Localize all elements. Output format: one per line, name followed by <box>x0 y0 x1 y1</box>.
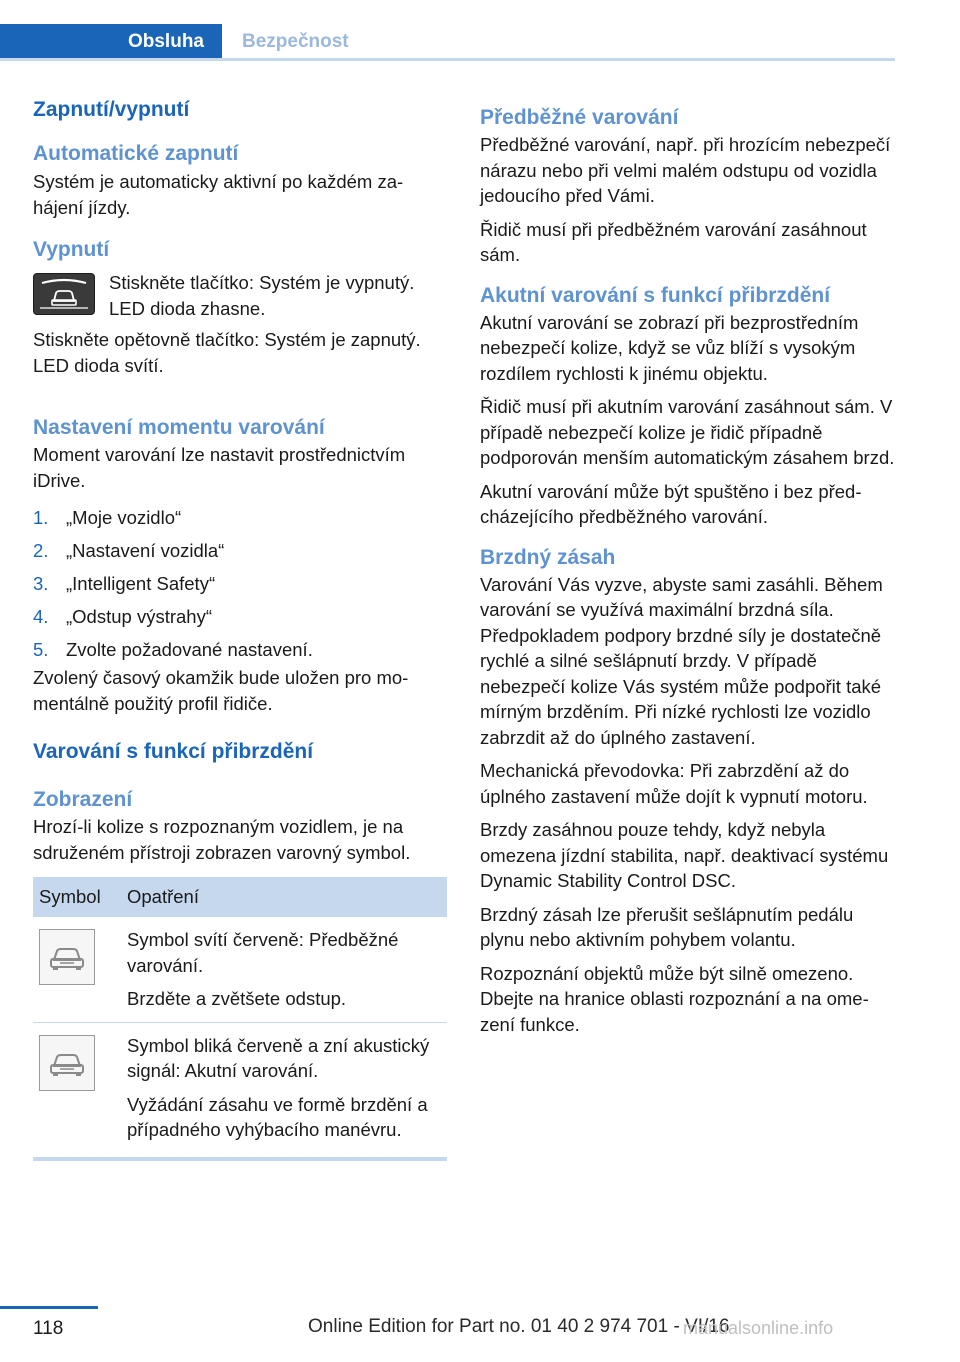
text-off-again: Stiskněte opětovně tlačítko: Systém je zapnutý. LED dioda svítí. <box>33 329 421 376</box>
heading-on-off: Zapnutí/vypnutí <box>33 98 190 121</box>
text-saved-profile: Zvolený časový okamžik bude uložen pro momentálně použitý profil řidiče. <box>33 667 409 714</box>
row1-action: Brzděte a zvětšete odstup. <box>127 988 347 1009</box>
section-tabs <box>0 24 895 60</box>
heading-pre-warning: Předběžné varování <box>480 106 679 129</box>
heading-off: Vypnutí <box>33 238 110 261</box>
car-warning-icon <box>39 1035 95 1091</box>
column-header-action: Opatření <box>121 877 447 917</box>
tab-obsluha[interactable]: Obsluha <box>0 24 222 58</box>
list-item: 5. Zvolte požadované nastavení. <box>33 639 313 660</box>
text-acute-1: Akutní varování se zobrazí při bezprostředním nebezpečí kolize, když se vůz blíží s vysokým rozdílem rychlosti k jinému objektu. <box>480 311 859 384</box>
text-brake-2: Mechanická převodovka: Při zabrzdění až do úplného zastavení může dojít k vypnutí motoru. <box>480 760 868 807</box>
list-item: 2. „Nastavení vozidla“ <box>33 540 225 561</box>
table-row <box>33 917 447 1022</box>
heading-brake-warning: Varování s funkcí přibrzdění <box>33 740 314 763</box>
heading-warning-time: Nastavení momentu varování <box>33 416 325 439</box>
list-item: 4. „Odstup výstrahy“ <box>33 606 212 627</box>
text-brake-1: Varování Vás vyzve, abyste sami zasáhli. Během varování se využívá maximální brzdná síla. Předpokladem podpory brzdné síly je dostatečně rychlé a silné sešlápnutí brzdy. V případě nebezpečí kolize Vás systém může podpořit také mírným brzděním. Při nízké rychlosti lze vozidlo zabrzdit až do úplného zastavení. <box>480 573 883 748</box>
text-acute-2: Řidič musí při akutním varování zasáhnout sám. V případě nebezpečí kolize je řidič případně podporován menším automatickým zásahem brzd. <box>480 396 895 468</box>
text-pre-warning-2: Řidič musí při předběžném varování zasáhnout sám. <box>480 218 867 265</box>
text-auto-on: Systém je automaticky aktivní po každém zahájení jízdy. <box>33 171 404 218</box>
list-item: 3. „Intelligent Safety“ <box>33 573 216 594</box>
symbol-table <box>33 877 447 1161</box>
heading-auto-on: Automatické zapnutí <box>33 142 239 165</box>
row2-text: Symbol bliká červeně a zní akustický signál: Akutní varování. <box>127 1034 430 1081</box>
tab-underline <box>0 58 895 61</box>
text-warning-time: Moment varování lze nastavit prostřednictvím iDrive. <box>33 444 406 491</box>
text-acute-3: Akutní varování může být spuštěno i bez předcházejícího předběžného varování. <box>480 480 862 527</box>
column-header-symbol: Symbol <box>33 877 121 917</box>
watermark: manualsonline.info <box>683 1318 834 1338</box>
text-pre-warning-1: Předběžné varování, např. při hrozícím nebezpečí nárazu nebo při velmi malém odstupu od vozidla jedoucího před Vámi. <box>480 134 891 206</box>
list-item: 1. „Moje vozidlo“ <box>33 507 182 528</box>
heading-brake-intervention: Brzdný zásah <box>480 545 616 569</box>
row1-text: Symbol svítí červeně: Předběžné varování. <box>127 929 399 976</box>
text-display: Hrozí-li kolize s rozpoznaným vozidlem, je na sdruženém přístroji zobrazen varovný symbol. <box>33 816 411 863</box>
text-brake-3: Brzdy zasáhnou pouze tehdy, když nebyla omezena jízdní stabilita, např. deaktivací systému Dynamic Stability Control DSC. <box>480 819 889 891</box>
text-off-press: Stiskněte tlačítko: Systém je vypnutý. LED dioda zhasne. <box>109 272 415 319</box>
table-row <box>33 1022 447 1159</box>
text-brake-4: Brzdný zásah lze přerušit sešlápnutím pedálu plynu nebo aktivním pohybem volantu. <box>480 903 854 950</box>
car-warning-icon <box>39 929 95 985</box>
heading-acute-warning: Akutní varování s funkcí přibrzdění <box>480 283 831 307</box>
row2-action: Vyžádání zásahu ve formě brzdění a případného vyhýbacího manévru. <box>127 1093 428 1140</box>
left-column <box>33 96 447 1161</box>
idrive-steps <box>33 505 447 665</box>
text-brake-5: Rozpoznání objektů může být silně omezeno. Dbejte na hranice oblasti rozpoznání a na omezení funkce. <box>480 962 869 1035</box>
collision-warning-button-icon <box>33 273 95 315</box>
tab-bezpecnost[interactable]: Bezpečnost <box>242 31 349 52</box>
page-number: 118 <box>33 1318 64 1339</box>
footer-rule <box>0 1306 98 1309</box>
off-instruction <box>33 270 447 321</box>
right-column <box>480 104 895 1037</box>
edition-note: Online Edition for Part no. 01 40 2 974 701 - VI/16 <box>308 1316 730 1337</box>
heading-display: Zobrazení <box>33 788 133 811</box>
